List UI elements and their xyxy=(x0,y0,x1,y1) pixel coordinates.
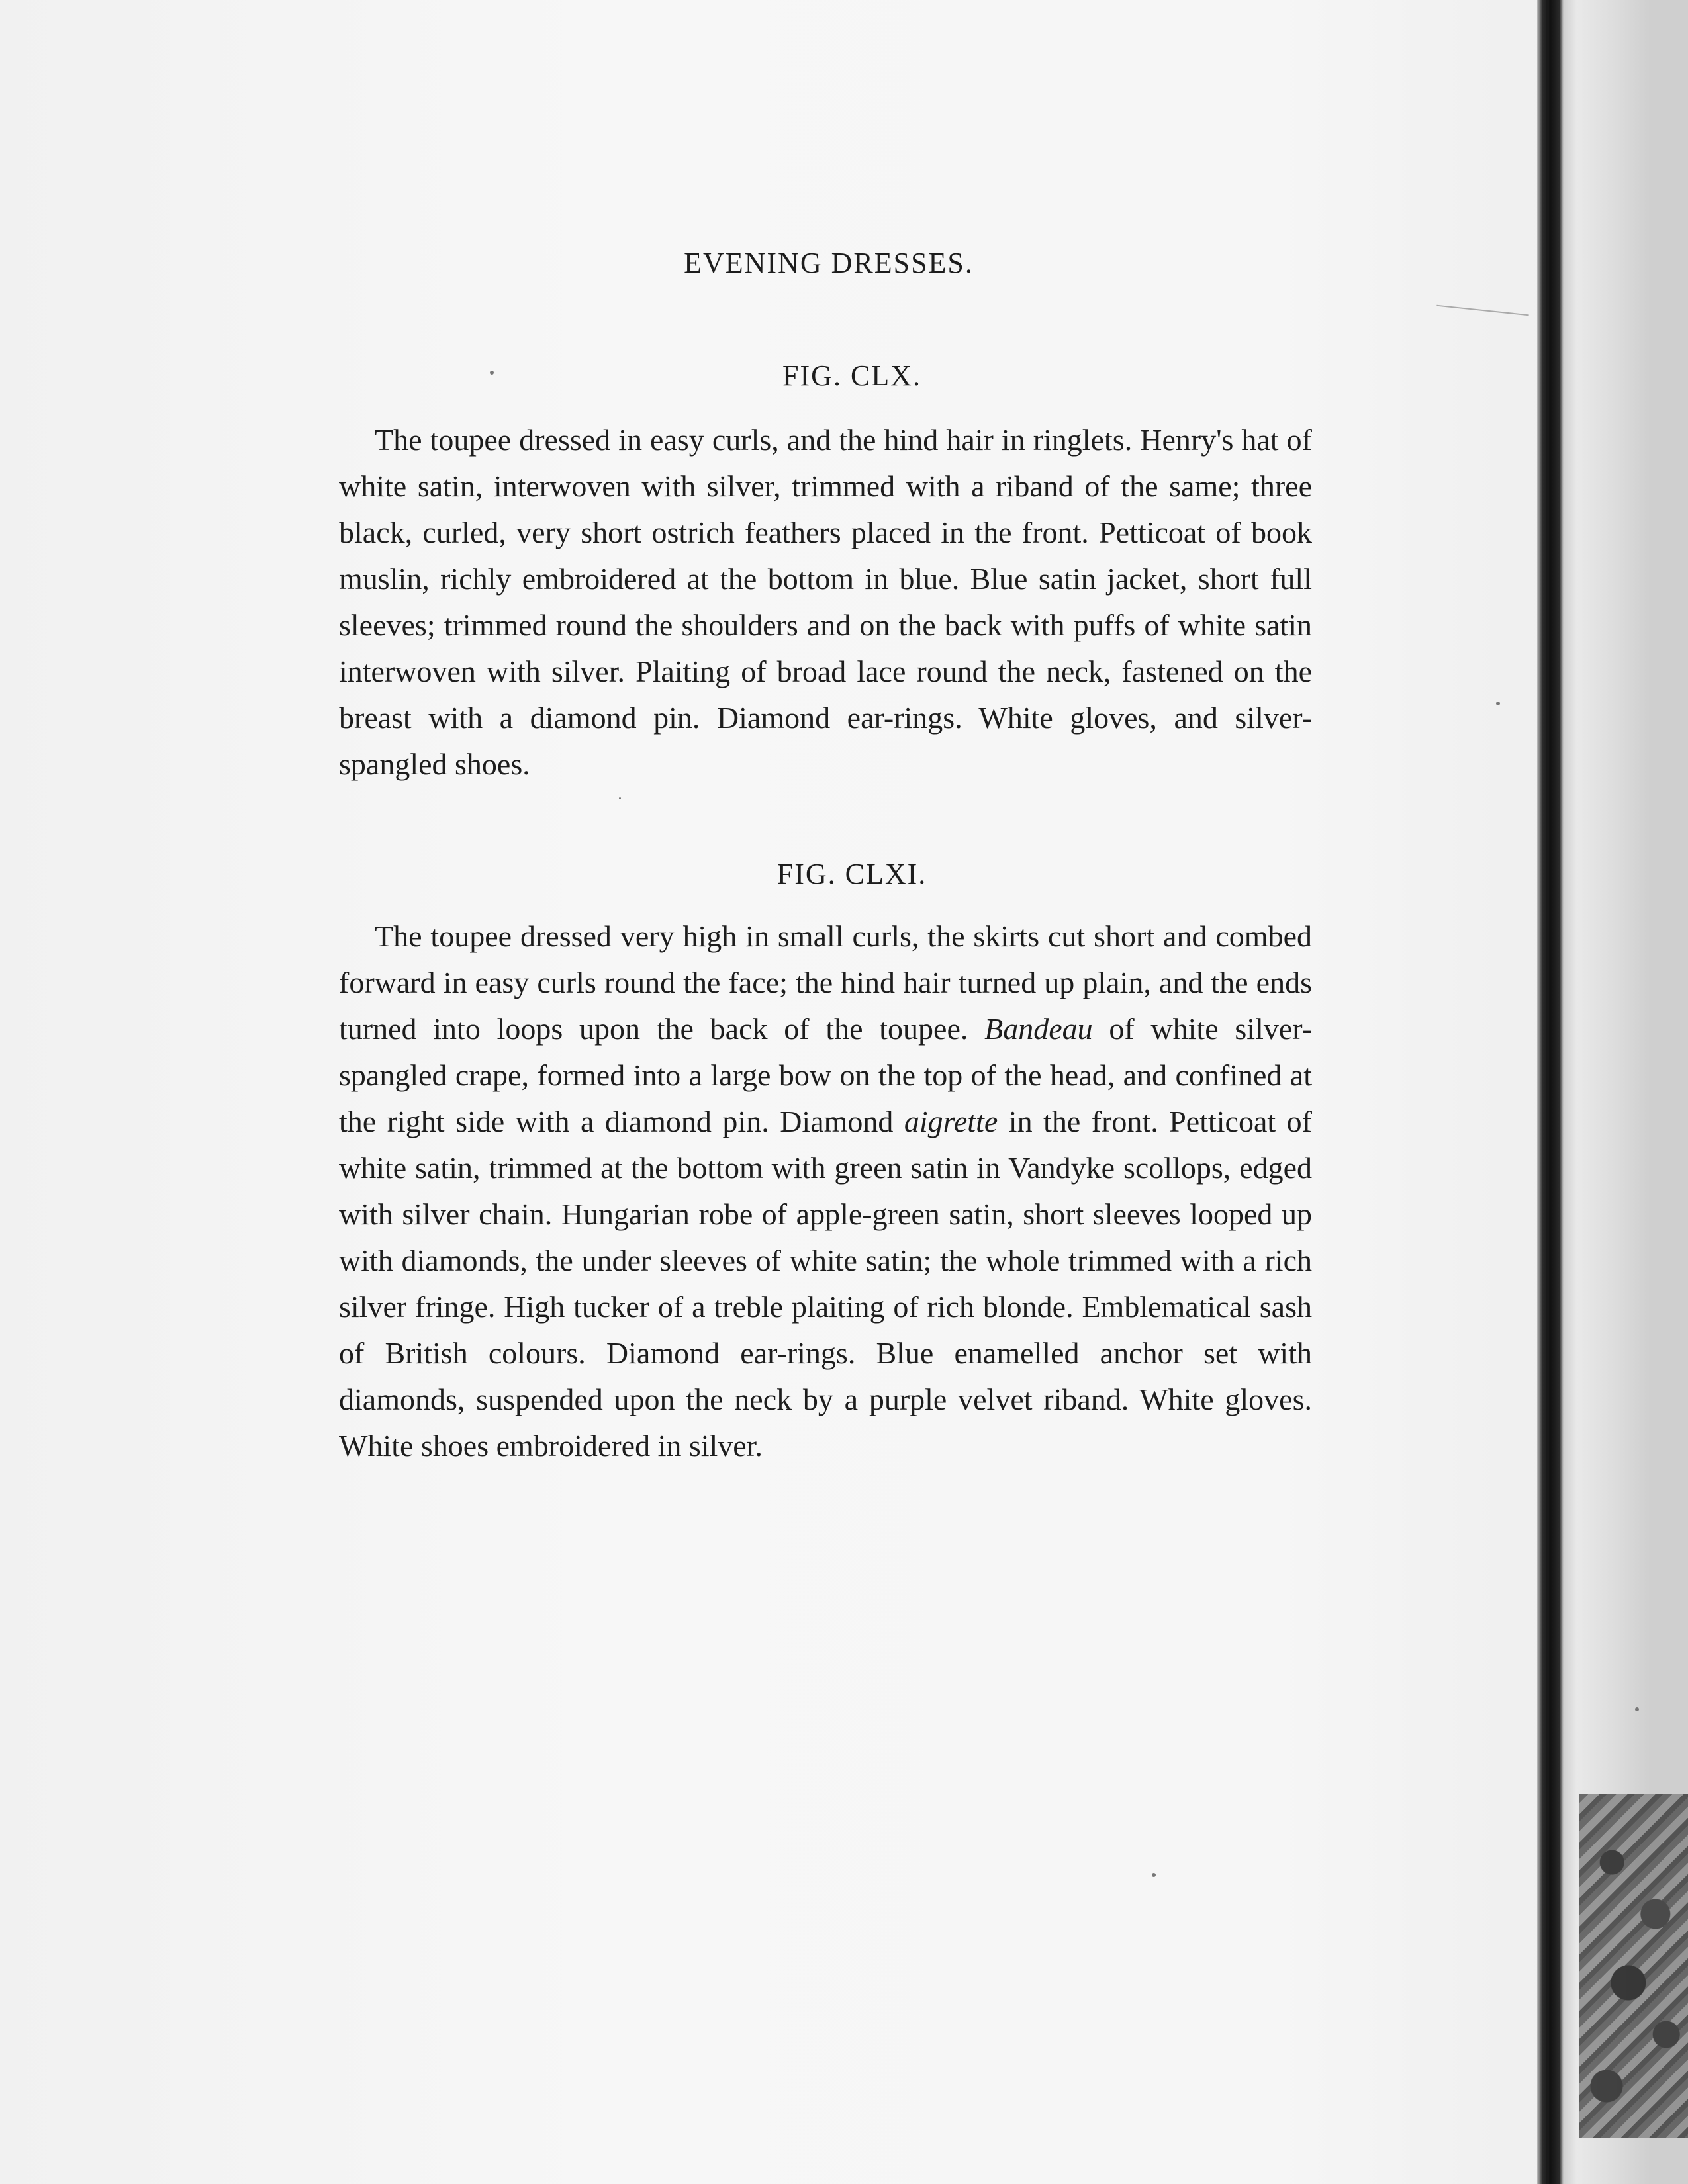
figure-description-clx: The toupee dressed in easy curls, and the hind hair in ringlets. Henry's hat of white satin, interwoven with silver, trimmed with a riband of the same; three black, curled, very short ostrich feathers placed in the front. Petticoat of book muslin, richly embroidered at the bottom in blue. Blue satin jacket, short full sleeves; trimmed round the shoulders and on the back with puffs of white satin interwoven with silver. Plaiting of broad lace round the neck, fastened on the breast with a diamond pin. Diamond ear-rings. White gloves, and silver-spangled shoes. xyxy=(339,423,1312,781)
scan-speck xyxy=(1152,1873,1156,1877)
page-title: EVENING DRESSES. xyxy=(684,247,974,279)
scan-speck xyxy=(619,797,621,799)
description-text: in the front. Petticoat of white satin, trimmed at the bottom with green satin in Vandyke scollops, edged with silver chain. Hungarian robe of apple-green satin, short sleeves looped up with diamonds, the under sleeves of white satin; the whole trimmed with a rich silver fringe. High tucker of a treble plaiting of rich blonde. Emblematical sash of British colours. Diamond ear-rings. Blue enamelled anchor set with diamonds, suspended upon the neck by a purple velvet riband. White gloves. White shoes embroidered in silver. xyxy=(339,1105,1312,1463)
scan-scratch-mark xyxy=(1436,305,1528,316)
description-text: The toupee dressed very high in small curls, the skirts cut short and combed forward in easy curls round the face; the hind hair turned up plain, and the ends turned into loops upon the back of the toupee. xyxy=(339,919,1312,1046)
figure-heading-clxi: FIG. CLXI. xyxy=(776,858,927,890)
binding-shadow-line xyxy=(1546,0,1549,2184)
scan-speck xyxy=(1635,1707,1639,1711)
italic-term-aigrette: aigrette xyxy=(904,1105,998,1138)
italic-term-bandeau: Bandeau xyxy=(984,1012,1093,1046)
marbled-endpaper xyxy=(1579,1794,1688,2138)
scan-speck xyxy=(1496,702,1500,705)
description-text: of white silver-spangled crape, formed into a large bow on the top of the head, and confined at the right side with a diamond pin. Diamond xyxy=(339,1012,1312,1138)
figure-description-clxi xyxy=(339,913,1312,1469)
figure-heading-clx: FIG. CLX. xyxy=(782,359,921,392)
